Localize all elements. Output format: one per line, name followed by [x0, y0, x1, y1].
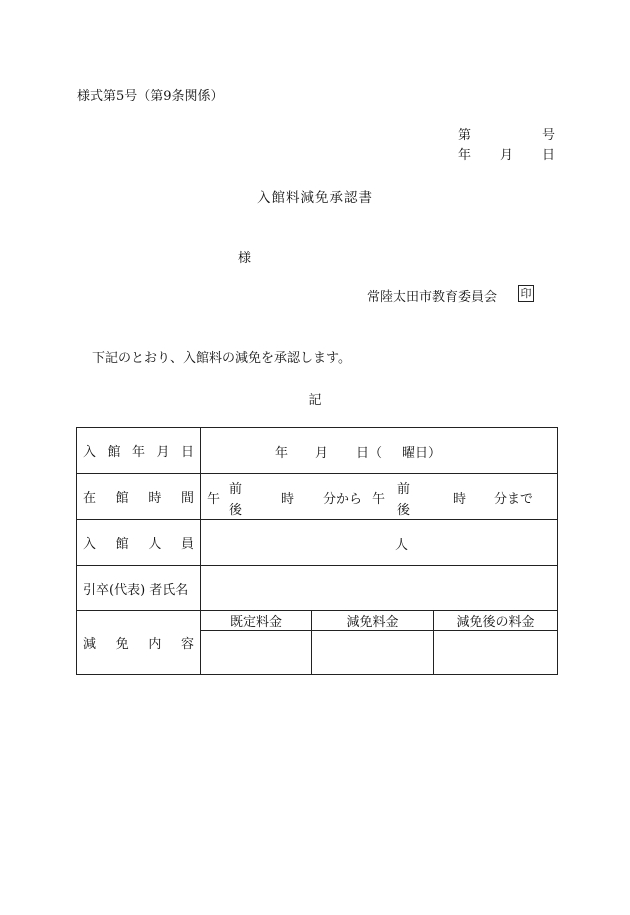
visit-day: 日（ [356, 446, 383, 461]
label-char: 入 [83, 445, 97, 460]
reduced-fee-value[interactable] [312, 631, 434, 675]
people-row [77, 520, 558, 566]
people-unit: 人 [395, 538, 409, 553]
pm-1: 後 [229, 503, 243, 518]
date-year: 年 [458, 148, 472, 163]
leader-row [77, 566, 558, 611]
label-char: 容 [180, 637, 194, 652]
ampm-2: 午 [372, 492, 386, 507]
label-char: 免 [115, 637, 129, 652]
pm-2: 後 [397, 503, 411, 518]
visit-month: 月 [315, 446, 329, 461]
page-title: 入館料減免承認書 [257, 190, 373, 206]
addressee-suffix: 様 [238, 251, 252, 266]
number-suffix: 号 [542, 128, 556, 143]
number-prefix: 第 [458, 128, 472, 143]
label-char: 館 [107, 445, 121, 460]
issuer-name: 常陸太田市教育委員会 [367, 290, 498, 305]
am-2: 前 [397, 482, 411, 497]
date-row-label [77, 428, 201, 474]
people-row-label [77, 520, 201, 566]
label-char: 内 [148, 637, 162, 652]
hour-2: 時 [453, 492, 467, 507]
until-minute: 分まで [494, 492, 534, 507]
date-row [77, 428, 558, 474]
standard-fee-value[interactable] [201, 631, 312, 675]
after-reduction-fee-value[interactable] [434, 631, 558, 675]
from-minute: 分から [323, 492, 363, 507]
fee-row-label [77, 611, 201, 675]
label-char: 減 [83, 637, 97, 652]
label-char: 人 [148, 537, 162, 552]
am-1: 前 [229, 482, 243, 497]
time-row-label [77, 474, 201, 520]
after-reduction-fee-header: 減免後の料金 [434, 611, 558, 631]
time-row-value[interactable] [201, 474, 558, 520]
visit-year: 年 [275, 446, 289, 461]
label-char: 月 [156, 445, 170, 460]
reduced-fee-header: 減免料金 [312, 611, 434, 631]
label-char: 間 [180, 491, 194, 506]
fee-header-row [77, 611, 558, 631]
document-number-date-block [458, 124, 558, 164]
document-number-row [458, 124, 558, 144]
leader-row-value[interactable] [201, 566, 558, 611]
date-day: 日 [542, 148, 556, 163]
label-char: 員 [180, 537, 194, 552]
time-row [77, 474, 558, 520]
label-char: 年 [131, 445, 145, 460]
issue-date-row [458, 144, 558, 164]
label-char: 在 [83, 491, 97, 506]
label-char: 入 [83, 537, 97, 552]
date-row-value[interactable] [201, 428, 558, 474]
approval-statement: 下記のとおり、入館料の減免を承認します。 [92, 351, 351, 366]
seal-mark: 印 [518, 285, 534, 302]
leader-row-label: 引卒(代表) 者氏名 [77, 566, 201, 611]
label-char: 日 [180, 445, 194, 460]
date-month: 月 [500, 148, 514, 163]
form-number-label: 様式第5号（第9条関係） [77, 89, 224, 104]
ampm-1: 午 [207, 492, 221, 507]
approval-details-table [76, 427, 558, 675]
visit-weekday: 曜日） [402, 446, 442, 461]
label-char: 館 [115, 537, 129, 552]
label-char: 館 [115, 491, 129, 506]
hour-1: 時 [281, 492, 295, 507]
standard-fee-header: 既定料金 [201, 611, 312, 631]
people-row-value[interactable] [201, 520, 558, 566]
ki-heading: 記 [308, 393, 322, 408]
label-char: 時 [148, 491, 162, 506]
